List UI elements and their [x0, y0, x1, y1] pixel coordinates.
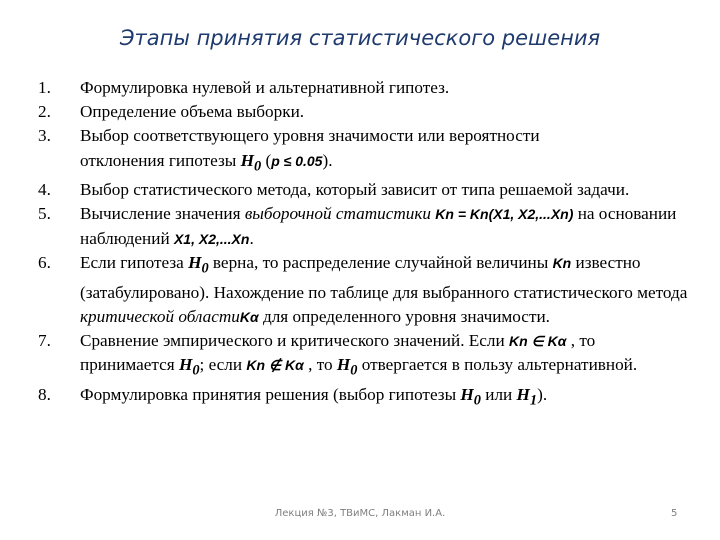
step-text: верна, то распределение случайной величины [208, 252, 553, 272]
step-emphasis: критической области [80, 306, 240, 326]
step-item-8 [38, 383, 688, 413]
formula-observations: X1, X2,...Xn [173, 230, 250, 247]
hypothesis-subscript: 0 [473, 392, 481, 409]
step-number: 5. [38, 204, 51, 224]
step-text: отклонения гипотезы [80, 150, 241, 170]
footer-text: Лекция №3, ТВиМС, Лакман И.А. [274, 508, 446, 519]
formula-not-in-region: Kn ∉ Kα [246, 357, 304, 374]
step-text: на основании наблюдений [80, 204, 677, 248]
step-text: , то принимается [80, 330, 596, 375]
step-number: 8. [38, 384, 51, 404]
step-text: ). [537, 384, 548, 404]
step-item-4 [38, 178, 688, 202]
hypothesis-symbol: H [188, 252, 202, 272]
step-item-2 [38, 100, 688, 124]
step-number: 3. [38, 126, 51, 146]
hypothesis-subscript: 0 [201, 260, 209, 277]
step-text: ). [322, 150, 333, 170]
step-text: известно (затабулировано). Нахождение по таблице для выбранного статистического метода [80, 252, 688, 302]
formula-in-region: Kn ∈ Kα [509, 332, 567, 349]
step-number: 1. [38, 78, 51, 97]
step-text: Выбор статистического метода, который зависит от типа решаемой задачи. [80, 180, 630, 200]
step-text: для определенного уровня значимости. [258, 306, 550, 326]
steps-list [38, 76, 688, 412]
page-number: 5 [671, 508, 678, 519]
step-text: , то [303, 355, 337, 375]
step-text: ( [261, 150, 272, 170]
step-item-6 [38, 251, 688, 329]
step-text: Вычисление значения [80, 204, 245, 224]
step-item-5 [38, 202, 688, 250]
step-item-7 [38, 329, 688, 383]
step-item-3 [38, 124, 688, 178]
formula-statistic: Kn [552, 254, 572, 271]
step-text: Формулировка принятия решения (выбор гипотезы [80, 384, 461, 404]
step-text: Выбор соответствующего уровня значимости или вероятности [80, 126, 540, 146]
hypothesis-symbol: H [516, 384, 530, 404]
step-text: или [480, 384, 517, 404]
step-text: отвергается в пользу альтернативной. [357, 355, 638, 375]
step-number: 6. [38, 252, 51, 272]
step-text: Определение объема выборки. [80, 102, 305, 122]
step-text: Сравнение эмпирического и критического значений. Если [80, 330, 509, 350]
hypothesis-subscript: 1 [529, 392, 538, 409]
step-emphasis: выборочной статистики [244, 204, 431, 224]
slide-title: Этапы принятия статистического решения [119, 26, 601, 50]
step-number: 2. [38, 102, 51, 122]
formula-statistic: Kn = Kn(X1, X2,...Xn) [435, 206, 574, 223]
hypothesis-symbol: H [178, 355, 193, 375]
step-number: 4. [38, 180, 51, 200]
formula-significance: p ≤ 0.05 [271, 152, 323, 169]
step-number: 7. [38, 330, 51, 350]
step-text: Если гипотеза [80, 252, 189, 272]
formula-critical-region: Kα [239, 308, 259, 325]
step-text: ; если [199, 355, 247, 375]
hypothesis-subscript: 0 [192, 362, 200, 379]
hypothesis-symbol: H [240, 150, 254, 170]
hypothesis-subscript: 0 [254, 158, 262, 175]
hypothesis-symbol: H [460, 384, 474, 404]
step-text: Формулировка нулевой и альтернативной гипотез. [80, 78, 450, 97]
step-text: . [249, 228, 254, 248]
hypothesis-subscript: 0 [350, 362, 358, 379]
step-item-1 [38, 76, 688, 100]
hypothesis-symbol: H [336, 355, 351, 375]
